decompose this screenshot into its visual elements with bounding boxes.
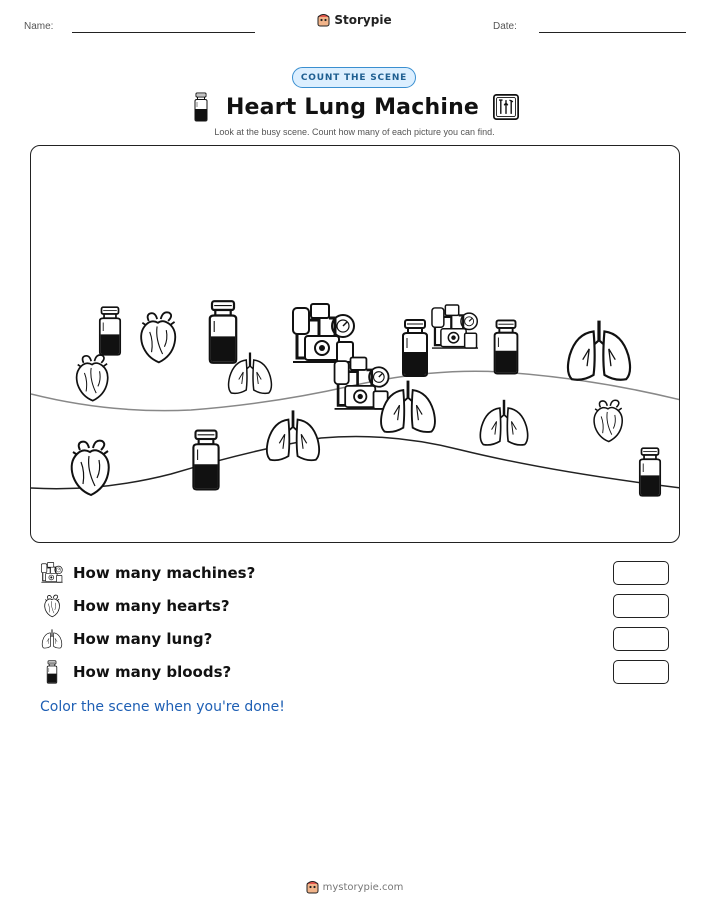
question-machines bbox=[40, 561, 670, 585]
surgical-tools-icon bbox=[493, 94, 519, 120]
blood-bottle bbox=[633, 446, 667, 498]
lung bbox=[375, 378, 441, 436]
heart bbox=[65, 434, 115, 502]
blood-bottle bbox=[487, 316, 525, 378]
machine bbox=[429, 301, 481, 355]
lung bbox=[475, 398, 533, 448]
answer-box-hearts[interactable] bbox=[613, 594, 669, 618]
footer-site[interactable]: mystorypie.com bbox=[322, 881, 404, 893]
lung bbox=[561, 318, 637, 384]
name-line[interactable] bbox=[72, 32, 255, 33]
brand-name: Storypie bbox=[334, 13, 392, 27]
date-line[interactable] bbox=[539, 32, 686, 33]
answer-box-bloods[interactable] bbox=[613, 660, 669, 684]
answer-box-lungs[interactable] bbox=[613, 627, 669, 651]
page-title: Heart Lung Machine bbox=[225, 94, 480, 120]
question-lungs bbox=[40, 627, 670, 651]
question-text: How many bloods? bbox=[73, 663, 232, 681]
question-text: How many hearts? bbox=[73, 597, 230, 615]
lung-icon bbox=[40, 628, 64, 650]
question-hearts bbox=[40, 594, 670, 618]
heart bbox=[71, 351, 113, 405]
lung bbox=[261, 406, 325, 466]
question-text: How many machines? bbox=[73, 564, 256, 582]
date-label: Date: bbox=[493, 21, 517, 32]
heart bbox=[135, 309, 181, 366]
blood-bottle bbox=[185, 426, 227, 494]
footer bbox=[0, 880, 709, 894]
instructions: Look at the busy scene. Count how many of each picture you can find. bbox=[214, 127, 495, 137]
count-the-scene-badge: COUNT THE SCENE bbox=[292, 67, 416, 88]
lung bbox=[223, 351, 277, 396]
color-instruction: Color the scene when you're done! bbox=[40, 699, 285, 715]
heart bbox=[589, 396, 627, 446]
storypie-logo-icon bbox=[306, 880, 319, 894]
question-text: How many lung? bbox=[73, 630, 213, 648]
busy-scene bbox=[30, 145, 680, 543]
storypie-logo-icon bbox=[317, 13, 330, 27]
name-label: Name: bbox=[24, 21, 54, 32]
blood-bottle-icon bbox=[190, 92, 212, 122]
question-bloods bbox=[40, 660, 670, 684]
blood-bottle bbox=[93, 304, 127, 358]
machine-icon bbox=[40, 561, 64, 585]
brand bbox=[0, 13, 709, 27]
blood-bottle-icon bbox=[44, 660, 60, 684]
title-row bbox=[0, 92, 709, 122]
heart-icon bbox=[42, 594, 62, 618]
answer-box-machines[interactable] bbox=[613, 561, 669, 585]
